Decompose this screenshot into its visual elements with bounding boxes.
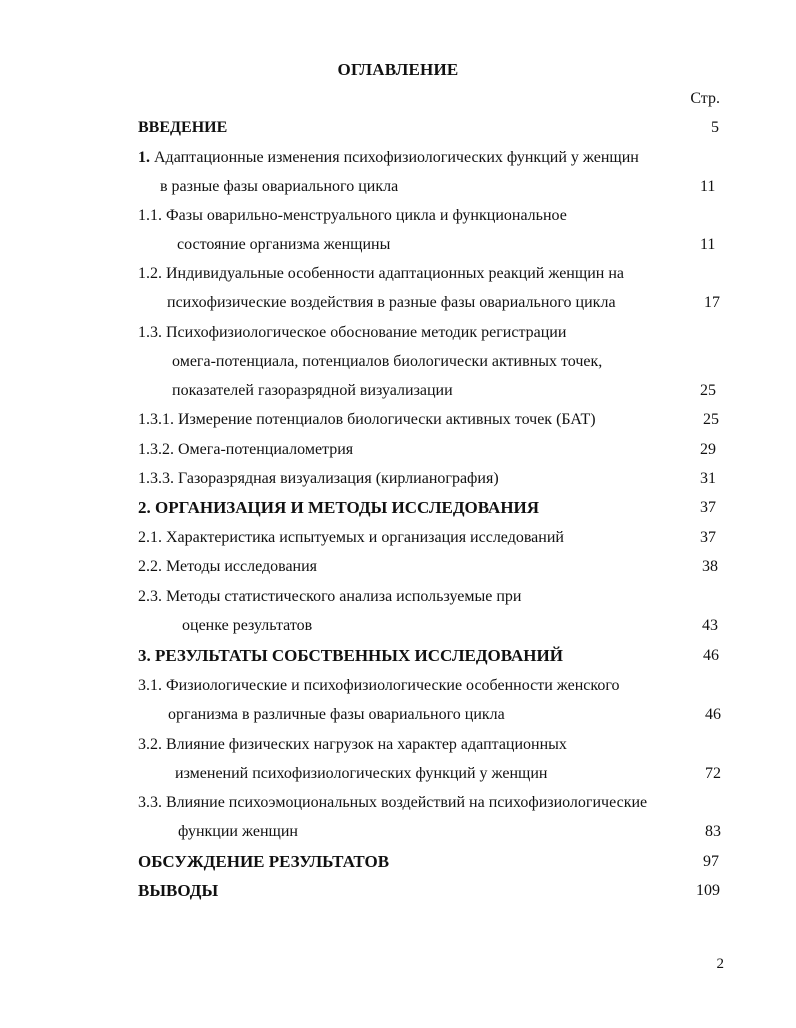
- toc-entry-continuation: оценке результатов: [182, 617, 313, 634]
- toc-page-number: 46: [705, 706, 721, 723]
- toc-entry-section-2-1: 2.1. Характеристика испытуемых и организация исследований: [138, 529, 564, 546]
- page-number: 2: [716, 956, 724, 972]
- toc-page-number: 37: [700, 499, 716, 516]
- toc-entry-section-1-3: 1.3. Психофизиологическое обоснование методик регистрации: [138, 324, 567, 341]
- toc-title: ОГЛАВЛЕНИЕ: [337, 60, 459, 79]
- toc-entry-section-1-3-2: 1.3.2. Омега-потенциалометрия: [138, 441, 354, 458]
- toc-entry-text: Адаптационные изменения психофизиологических функций у женщин: [150, 149, 639, 166]
- toc-page-number: 97: [703, 853, 719, 870]
- toc-page-number: 5: [711, 119, 719, 136]
- toc-entry-continuation: психофизические воздействия в разные фазы овариального цикла: [167, 294, 616, 311]
- toc-page-number: 31: [700, 470, 716, 487]
- toc-entry-section-1-3-3: 1.3.3. Газоразрядная визуализация (кирлианография): [138, 470, 499, 487]
- toc-entry-chapter-3: 3. РЕЗУЛЬТАТЫ СОБСТВЕННЫХ ИССЛЕДОВАНИЙ: [138, 646, 563, 665]
- toc-entry-section-3-1: 3.1. Физиологические и психофизиологические особенности женского: [138, 677, 620, 694]
- toc-entry-continuation: организма в различные фазы овариального цикла: [168, 706, 505, 723]
- toc-page-number: 83: [705, 823, 721, 840]
- toc-page-number: 25: [703, 411, 719, 428]
- toc-entry-continuation: омега-потенциала, потенциалов биологически активных точек,: [172, 353, 603, 370]
- chapter-number: 1.: [138, 149, 150, 166]
- toc-page-number: 43: [702, 617, 718, 634]
- toc-entry-continuation: показателей газоразрядной визуализации: [172, 382, 453, 399]
- toc-entry-section-3-3: 3.3. Влияние психоэмоциональных воздействий на психофизиологические: [138, 794, 648, 811]
- toc-page-number: 29: [700, 441, 716, 458]
- toc-entry-section-1-3-1: 1.3.1. Измерение потенциалов биологически активных точек (БАТ): [138, 411, 596, 428]
- toc-entry-introduction: ВВЕДЕНИЕ: [138, 119, 228, 136]
- toc-page-number: 109: [696, 882, 720, 899]
- toc-page-number: 37: [700, 529, 716, 546]
- toc-entry-section-2-3: 2.3. Методы статистического анализа используемые при: [138, 588, 522, 605]
- toc-entry-continuation: функции женщин: [178, 823, 298, 840]
- toc-entry-chapter-2: 2. ОРГАНИЗАЦИЯ И МЕТОДЫ ИССЛЕДОВАНИЯ: [138, 498, 540, 517]
- toc-entry-section-1-2: 1.2. Индивидуальные особенности адаптационных реакций женщин на: [138, 265, 624, 282]
- toc-entry-section-1-1: 1.1. Фазы оварильно-менструального цикла и функциональное: [138, 207, 567, 224]
- toc-page-number: 46: [703, 647, 719, 664]
- toc-entry-continuation: состояние организма женщины: [177, 236, 391, 253]
- toc-entry-chapter-1: [138, 148, 639, 168]
- toc-page-number: 11: [700, 178, 716, 195]
- page-column-label: Стр.: [690, 90, 720, 107]
- toc-page-number: 17: [704, 294, 720, 311]
- toc-entry-continuation: изменений психофизиологических функций у женщин: [175, 765, 548, 782]
- toc-page-number: 72: [705, 765, 721, 782]
- toc-entry-discussion: ОБСУЖДЕНИЕ РЕЗУЛЬТАТОВ: [138, 852, 390, 871]
- toc-entry-conclusions: ВЫВОДЫ: [138, 881, 219, 900]
- toc-page-number: 11: [700, 236, 716, 253]
- toc-page-number: 38: [702, 558, 718, 575]
- toc-entry-section-3-2: 3.2. Влияние физических нагрузок на характер адаптационных: [138, 736, 567, 753]
- toc-entry-section-2-2: 2.2. Методы исследования: [138, 558, 318, 575]
- toc-entry-continuation: в разные фазы овариального цикла: [160, 178, 399, 195]
- toc-page-number: 25: [700, 382, 716, 399]
